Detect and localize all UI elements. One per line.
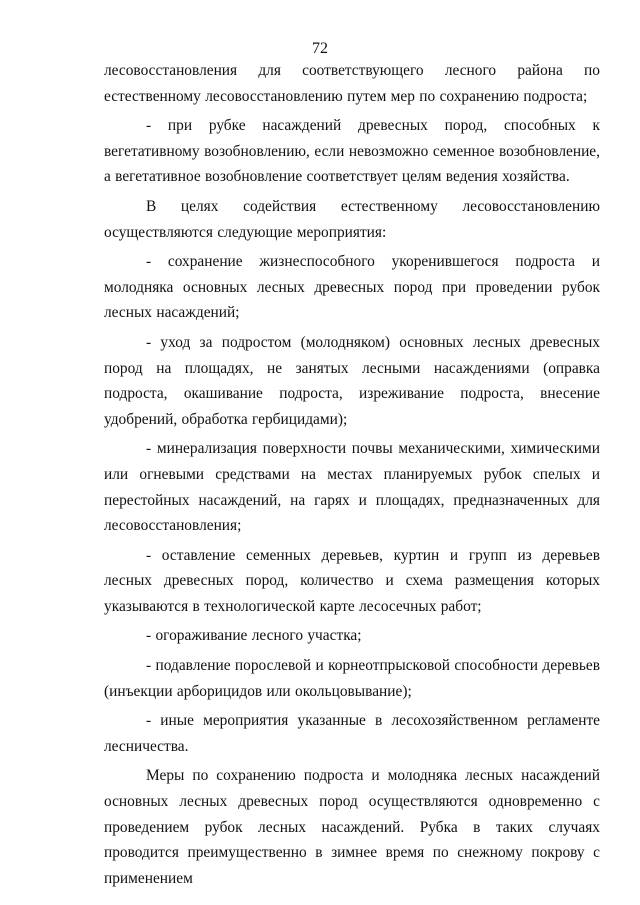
list-item-vegetative-renewal: - при рубке насаждений древесных пород, способных к вегетативному возобновлению, если невозможно семенное возобновление, а вегетативное возобновление соответствует целям ведения хозяйства. — [104, 117, 600, 186]
list-item-other-measures: - иные мероприятия указанные в лесохозяйственном регламенте лесничества. — [104, 712, 600, 755]
document-body — [104, 58, 600, 891]
page-number: 72 — [312, 40, 328, 57]
paragraph-continuation: лесовосстановления для соответствующего лесного района по естественному лесовосстановлению путем мер по сохранению подроста; — [104, 62, 600, 105]
list-item-care-undergrowth: - уход за подростом (молодняком) основных лесных древесных пород на площадях, не занятых лесными насаждениями (оправка подроста, окашивание подроста, изреживание подроста, внесение удобрений, обработка гербицидами); — [104, 333, 600, 428]
paragraph-measures-intro: В целях содействия естественному лесовосстановлению осуществляются следующие мероприятия: — [104, 197, 600, 241]
list-item-soil-mineralization: - минерализация поверхности почвы механическими, химическими или огневыми средствами на местах планируемых рубок спелых и перестойных насаждений, на гарях и площадях, предназначенных для лесовосстановления; — [104, 440, 600, 535]
paragraph-preservation-measures: Меры по сохранению подроста и молодняка лесных насаждений основных лесных древесных пород осуществляются одновременно с проведением рубок лесных насаждений. Рубка в таких случаях проводится преимущественно в зимнее время по снежному покрову с применением — [104, 767, 600, 887]
list-item-suppression: - подавление порослевой и корнеотпрысковой способности деревьев (инъекции арборицидов или окольцовывание); — [104, 657, 600, 700]
list-item-fencing: - огораживание лесного участка; — [146, 627, 362, 645]
list-item-preserve-undergrowth: - сохранение жизнеспособного укоренившегося подроста и молодняка основных лесных древесных пород при проведении рубок лесных насаждений; — [104, 253, 600, 322]
list-item-seed-trees: - оставление семенных деревьев, куртин и групп из деревьев лесных древесных пород, количество и схема размещения которых указываются в технологической карте лесосечных работ; — [104, 546, 600, 615]
